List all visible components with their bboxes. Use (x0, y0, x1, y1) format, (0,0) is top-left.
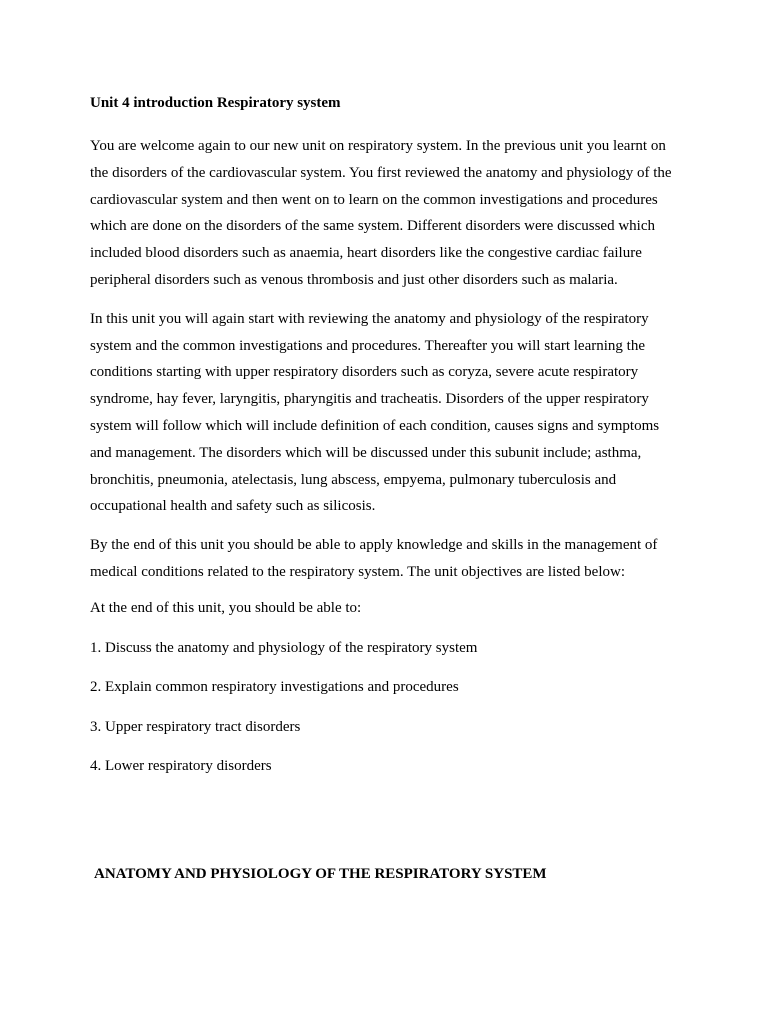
document-body (90, 93, 680, 796)
unit-overview-paragraph: In this unit you will again start with reviewing the anatomy and physiology of the respiratory system and the common investigations and procedures. Thereafter you will start learning the conditions starting with upper respiratory disorders such as coryza, severe acute respiratory syndrome, hay fever, laryngitis, pharyngitis and tracheatis. Disorders of the upper respiratory system will follow which will include definition of each condition, causes signs and symptoms and management. The disorders which will be discussed under this subunit include; asthma, bronchitis, pneumonia, atelectasis, lung abscess, empyema, pulmonary tuberculosis and occupational health and safety such as silicosis. (90, 310, 660, 515)
objective-item: 1. Discuss the anatomy and physiology of the respiratory system (90, 639, 478, 656)
learning-outcome-paragraph: By the end of this unit you should be able to apply knowledge and skills in the management of medical conditions related to the respiratory system. The unit objectives are listed below: (90, 537, 658, 580)
intro-paragraph: You are welcome again to our new unit on respiratory system. In the previous unit you learnt on the disorders of the cardiovascular system. You first reviewed the anatomy and physiology of the cardiovascular system and then went on to learn on the common investigations and procedures which are done on the disorders of the same system. Different disorders were discussed which included blood disorders such as anaemia, heart disorders like the congestive cardiac failure peripheral disorders such as venous thrombosis and just other disorders such as malaria. (90, 138, 672, 288)
objective-item: 4. Lower respiratory disorders (90, 758, 272, 775)
objective-item: 3. Upper respiratory tract disorders (90, 718, 301, 735)
objectives-list (90, 638, 680, 777)
objective-item: 2. Explain common respiratory investigations and procedures (90, 679, 459, 696)
unit-title: Unit 4 introduction Respiratory system (90, 95, 341, 111)
section-heading: ANATOMY AND PHYSIOLOGY OF THE RESPIRATORY SYSTEM (94, 866, 547, 882)
objectives-intro: At the end of this unit, you should be able to: (90, 599, 362, 616)
